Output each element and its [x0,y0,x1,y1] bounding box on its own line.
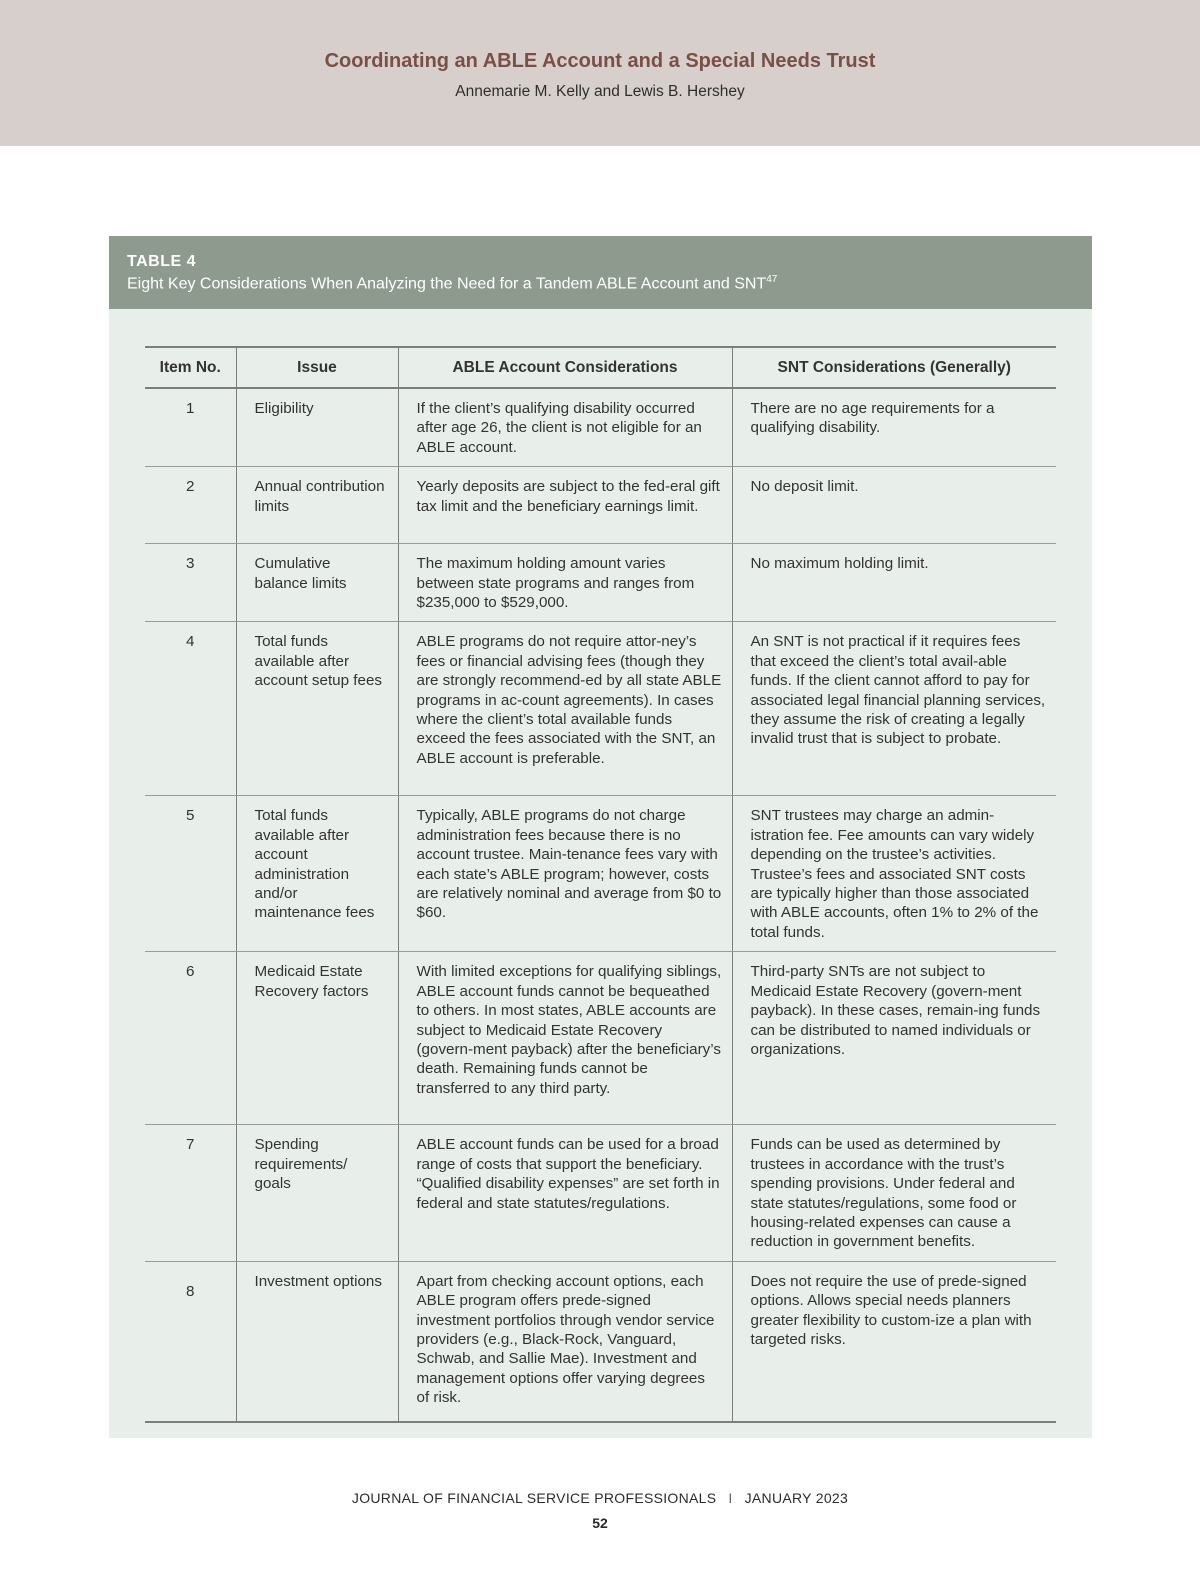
page-number: 52 [592,1515,608,1531]
snt-cell: No deposit limit. [732,467,1056,544]
able-cell: ABLE programs do not require attor-ney’s fees or financial advising fees (though they are strongly recommend-ed by all state ABLE programs in ac-count agreements). In cases where the client’s total available funds exceed the fees associated with the SNT, an ABLE account is preferable. [398,622,732,796]
column-header-able: ABLE Account Considerations [398,347,732,388]
table-label: TABLE 4 [127,253,196,270]
able-cell: The maximum holding amount varies between state programs and ranges from $235,000 to $529,000. [398,544,732,622]
table-row [145,467,1056,544]
snt-cell: Does not require the use of prede-signed options. Allows special needs planners greater flexibility to custom-ize a plan with targeted risks. [732,1261,1056,1422]
column-header-issue: Issue [236,347,398,388]
issue-cell: Total funds available after account setup fees [236,622,398,796]
able-cell: Apart from checking account options, each ABLE program offers prede-signed investment portfolios through vendor service providers (e.g., Black-Rock, Vanguard, Schwab, and Sallie Mae). Investment and management options offer varying degrees of risk. [398,1261,732,1422]
item-number: 6 [145,952,236,1125]
issue-cell: Cumulative balance limits [236,544,398,622]
column-header-snt: SNT Considerations (Generally) [732,347,1056,388]
item-number: 1 [145,388,236,467]
article-authors: Annemarie M. Kelly and Lewis B. Hershey [455,83,745,100]
issue-cell: Eligibility [236,388,398,467]
able-cell: If the client’s qualifying disability occurred after age 26, the client is not eligible for an ABLE account. [398,388,732,467]
able-cell: With limited exceptions for qualifying siblings, ABLE account funds cannot be bequeathed to others. In most states, ABLE accounts are subject to Medicaid Estate Recovery (govern-ment payback) after the beneficiary’s death. Remaining funds cannot be transferred to any third party. [398,952,732,1125]
table-row [145,544,1056,622]
issue-cell: Spending requirements/ goals [236,1125,398,1261]
table-row [145,1125,1056,1261]
article-header-band [0,0,1200,146]
footer-journal-line [0,1490,1200,1506]
able-cell: ABLE account funds can be used for a broad range of costs that support the beneficiary. “Qualified disability expenses” are set forth in federal and state statutes/regulations. [398,1125,732,1261]
snt-cell: Funds can be used as determined by trustees in accordance with the trust’s spending provisions. Under federal and state statutes/regulations, some food or housing-related expenses can cause a reduction in government benefits. [732,1125,1056,1261]
snt-cell: SNT trustees may charge an admin-istration fee. Fee amounts can vary widely depending on the trustee’s activities. Trustee’s fees and associated SNT costs are typically higher than those associated with ABLE accounts, often 1% to 2% of the total funds. [732,796,1056,952]
issue-cell: Investment options [236,1261,398,1422]
table-row [145,796,1056,952]
snt-cell: Third-party SNTs are not subject to Medicaid Estate Recovery (govern-ment payback). In these cases, remain-ing funds can be distributed to named individuals or organizations. [732,952,1056,1125]
item-number: 4 [145,622,236,796]
table-caption-text: Eight Key Considerations When Analyzing the Need for a Tandem ABLE Account and SNT [127,275,767,293]
article-title: Coordinating an ABLE Account and a Special Needs Trust [324,50,876,72]
item-number: 8 [145,1261,236,1422]
table-panel [109,236,1092,1438]
footer-separator: I [728,1490,733,1506]
issue-cell: Total funds available after account administration and/or maintenance fees [236,796,398,952]
considerations-table [145,346,1056,1423]
column-header-item-no: Item No. [145,347,236,388]
table-row [145,388,1056,467]
issue-cell: Annual contribution limits [236,467,398,544]
table-header-band [109,236,1092,309]
footnote-ref: 47 [766,274,778,285]
snt-cell: An SNT is not practical if it requires fees that exceed the client’s total avail-able funds. If the client cannot afford to pay for associated legal financial planning services, they assume the risk of creating a legally invalid trust that is subject to probate. [732,622,1056,796]
table-caption [127,274,777,293]
item-number: 2 [145,467,236,544]
table-row [145,622,1056,796]
item-number: 3 [145,544,236,622]
snt-cell: No maximum holding limit. [732,544,1056,622]
snt-cell: There are no age requirements for a qualifying disability. [732,388,1056,467]
journal-name: JOURNAL OF FINANCIAL SERVICE PROFESSIONALS [351,1490,717,1506]
table-row [145,1261,1056,1422]
issue-date: JANUARY 2023 [744,1490,849,1506]
table-row [145,952,1056,1125]
able-cell: Typically, ABLE programs do not charge administration fees because there is no account trustee. Main-tenance fees vary with each state’s ABLE program; however, costs are relatively nominal and average from $0 to $60. [398,796,732,952]
item-number: 5 [145,796,236,952]
issue-cell: Medicaid Estate Recovery factors [236,952,398,1125]
able-cell: Yearly deposits are subject to the fed-eral gift tax limit and the beneficiary earnings limit. [398,467,732,544]
item-number: 7 [145,1125,236,1261]
table-header-row [145,347,1056,388]
